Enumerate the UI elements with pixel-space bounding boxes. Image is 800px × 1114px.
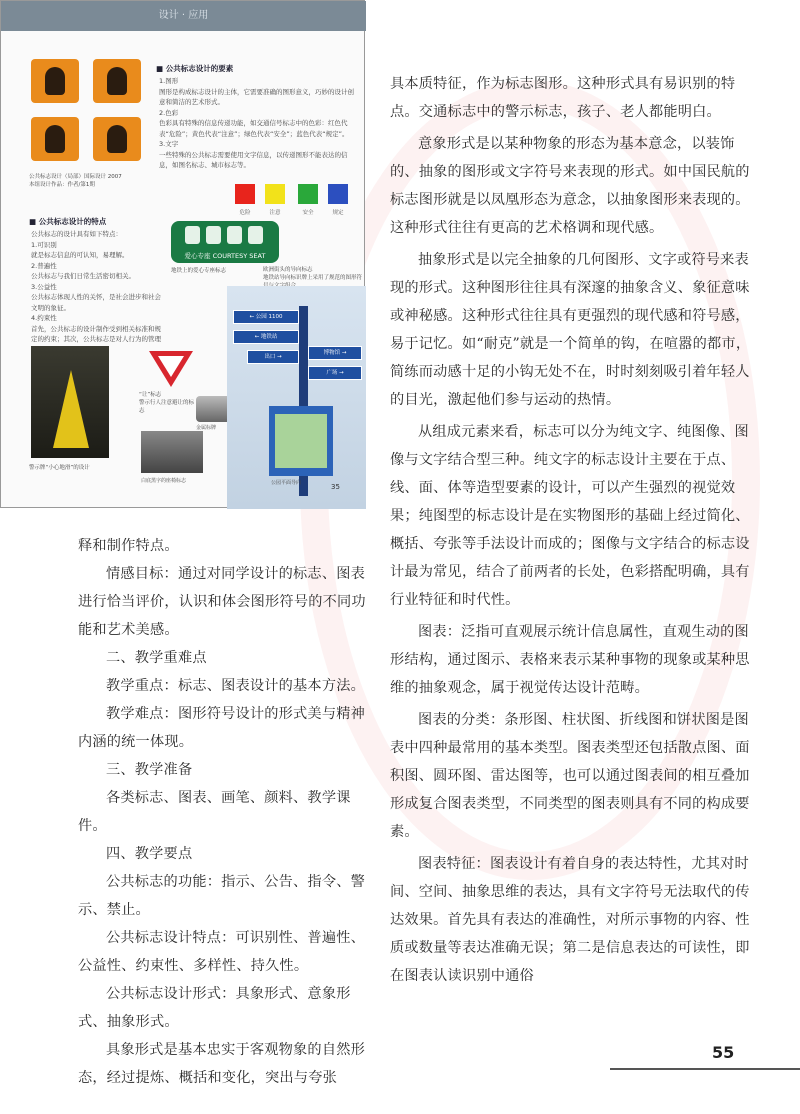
- seat-sign-label: 爱心专座 COURTESY SEAT: [184, 252, 266, 260]
- page-number: 55: [712, 1043, 735, 1062]
- courtesy-seat-sign: [171, 221, 279, 263]
- section-heading: 三、教学准备: [106, 762, 193, 778]
- direction-sign: ← 公园 1100: [233, 310, 299, 324]
- paragraph: 释和制作特点。: [78, 538, 179, 554]
- paragraph: 各类标志、图表、画笔、颜料、教学课件。: [78, 790, 351, 834]
- paragraph: 具象形式是基本忠实于客观物象的自然形态，经过提炼、概括和变化，突出与夸张: [78, 1042, 365, 1086]
- bench-caption: 白底黑字的座椅标志: [141, 478, 187, 484]
- inset-textbook-page: [0, 0, 365, 508]
- bench-sign-photo: [141, 431, 203, 473]
- yield-sign-icon: [149, 351, 193, 387]
- paragraph: 从组成元素来看，标志可以分为纯文字、纯图像、图像与文字结合型三种。纯文字的标志设计主要在于点、线、面、体等造型要素的设计，可以产生强烈的视觉效果；纯图型的标志设计是在实物图形的基础上经过简化、概括、夸张等手法设计而成的；图像与文字结合的标志设计最为常见，结合了前两者的长处，色彩搭配明确，具有行业特征和时代性。: [390, 424, 750, 608]
- direction-sign: 出口 →: [247, 350, 299, 364]
- direction-sign: 博物馆 →: [308, 346, 362, 360]
- inset-heading-features: ■ 公共标志设计的特点: [29, 217, 107, 226]
- metal-caption: 金属标牌: [196, 425, 217, 431]
- inset-heading-elements: ■ 公共标志设计的要素: [156, 64, 234, 73]
- seat-caption: 地铁上的爱心专座标志: [171, 268, 227, 274]
- seated-figures-icon: [185, 226, 265, 244]
- paragraph: 图表特征：图表设计有着自身的表达特性，尤其对时间、空间、抽象思维的表达，具有文字符号无法取代的传达效果。首先具有表达的准确性，对所示事物的内容、性质或数量等表达准确无误；第二是信息表达的可读性，即在图表认读识别中通俗: [390, 856, 750, 984]
- figure-sign-icon: [31, 59, 79, 103]
- paragraph: 图表的分类：条形图、柱状图、折线图和饼状图是图表中四种最常用的基本类型。图表类型还包括散点图、面积图、圆环图、雷达图等，也可以通过图表间的相互叠加形成复合图表类型，不同类型的图表则具有不同的构成要素。: [390, 712, 750, 840]
- swatch-label: 安全: [302, 210, 314, 216]
- swatch-label: 规定: [332, 210, 344, 216]
- street-signpost-photo: [227, 286, 366, 509]
- yield-caption: “让”标志 警示行人注意避让的标志: [139, 392, 195, 414]
- swatch-label: 危险: [239, 210, 251, 216]
- figure-sign-icon: [93, 117, 141, 161]
- public-sign-icons: [31, 59, 149, 171]
- inset-page-number: 35: [331, 483, 340, 491]
- map-caption: 公园平面导向: [271, 480, 302, 486]
- park-map-sign: [269, 406, 333, 476]
- paragraph: 公共标志的功能：指示、公告、指令、警示、禁止。: [78, 874, 365, 918]
- red-swatch: [235, 184, 255, 204]
- caution-cone-photo: [31, 346, 109, 458]
- paragraph: 具本质特征，作为标志图形。这种形式具有易识别的特点。交通标志中的警示标志，孩子、老人都能明白。: [390, 76, 736, 120]
- icons-caption: 公共标志设计（局部）国际设计 2007 本组设计作品：作者/第1期: [29, 174, 122, 188]
- footer-rule: [610, 1068, 800, 1070]
- paragraph: 教学重点：标志、图表设计的基本方法。: [106, 678, 365, 694]
- cone-caption: 警示牌“小心地滑”的设计: [29, 465, 90, 471]
- figure-sign-icon: [93, 59, 141, 103]
- paragraph: 情感目标：通过对同学设计的标志、图表进行恰当评价，认识和体会图形符号的不同功能和艺术美感。: [78, 566, 366, 638]
- figure-sign-icon: [31, 117, 79, 161]
- street-sign-note: 欧洲街头的导向标志 地铁站导向标识牌上采用了规范的图形符: [263, 267, 363, 281]
- paragraph: 公共标志设计特点：可识别性、普遍性、公益性、约束性、多样性、持久性。: [78, 930, 365, 974]
- cone-icon: [53, 370, 89, 448]
- section-heading: 二、教学重难点: [106, 650, 207, 666]
- right-column-text: [390, 70, 752, 990]
- green-swatch: [298, 184, 318, 204]
- yellow-swatch: [265, 184, 285, 204]
- paragraph: 图表：泛指可直观展示统计信息属性，直观生动的图形结构，通过图示、表格来表示某种事物的现象或某种思维的抽象观念，属于视觉传达设计范畴。: [390, 624, 750, 696]
- swatch-label: 注意: [269, 210, 281, 216]
- left-column-text: [78, 532, 374, 1092]
- section-heading: 四、教学要点: [106, 846, 193, 862]
- paragraph: 教学难点：图形符号设计的形式美与精神内涵的统一体现。: [78, 706, 365, 750]
- blue-swatch: [328, 184, 348, 204]
- direction-sign: ← 地铁站: [233, 330, 299, 344]
- paragraph: 抽象形式是以完全抽象的几何图形、文字或符号来表现的形式。这种图形往往具有深邃的抽象含义、象征意味或神秘感。这种形式往往具有更强烈的现代感和符号感，易于记忆。如“耐克”就是一个简单的钩，在喧嚣的都市，简练而动感十足的小钩无处不在，时时刻刻吸引着年轻人的目光，激起他们参与运动的热情。: [390, 252, 751, 408]
- inset-elements-text: 1.图形 图形是构成标志设计的主体，它需要准确的图形意义，巧妙的设计创意和简洁的艺术形式。 2.色彩 色彩具有特殊的信息传递功能，如交通信号标志中的色彩：红色代表“危险”；黄色代表“注意”；绿色代表“安全”；蓝色代表“规定”。 3.文字 一些特殊的公共标志需要使用文字信息，以传递图形不能表达的信息，如图名标志、城市标志等。: [159, 77, 354, 169]
- paragraph: 公共标志设计形式：具象形式、意象形式、抽象形式。: [78, 986, 351, 1030]
- inset-header: 设计 · 应用: [1, 1, 366, 31]
- direction-sign: 广场 →: [308, 366, 362, 380]
- inset-features-text: 公共标志的设计具有如下特点： 1.可识别 就是标志信息的可认知，易理解。 2.普遍性 公共标志与我们日常生活密切相关。 3.公益性 公共标志体现人性的关怀，是社会进步和社会文明的象征。 4.约束性 首先，公共标志的设计制作受到相关标准和规定的约束；其次，公共标志是对人行为的管理: [31, 230, 161, 343]
- paragraph: 意象形式是以某种物象的形态为基本意念，以装饰的、抽象的图形或文字符号来表现的形式。如中国民航的标志图形就是以凤凰形态为意念，以抽象图形来表现的。这种形式往往有更高的艺术格调和现代感。: [390, 136, 750, 236]
